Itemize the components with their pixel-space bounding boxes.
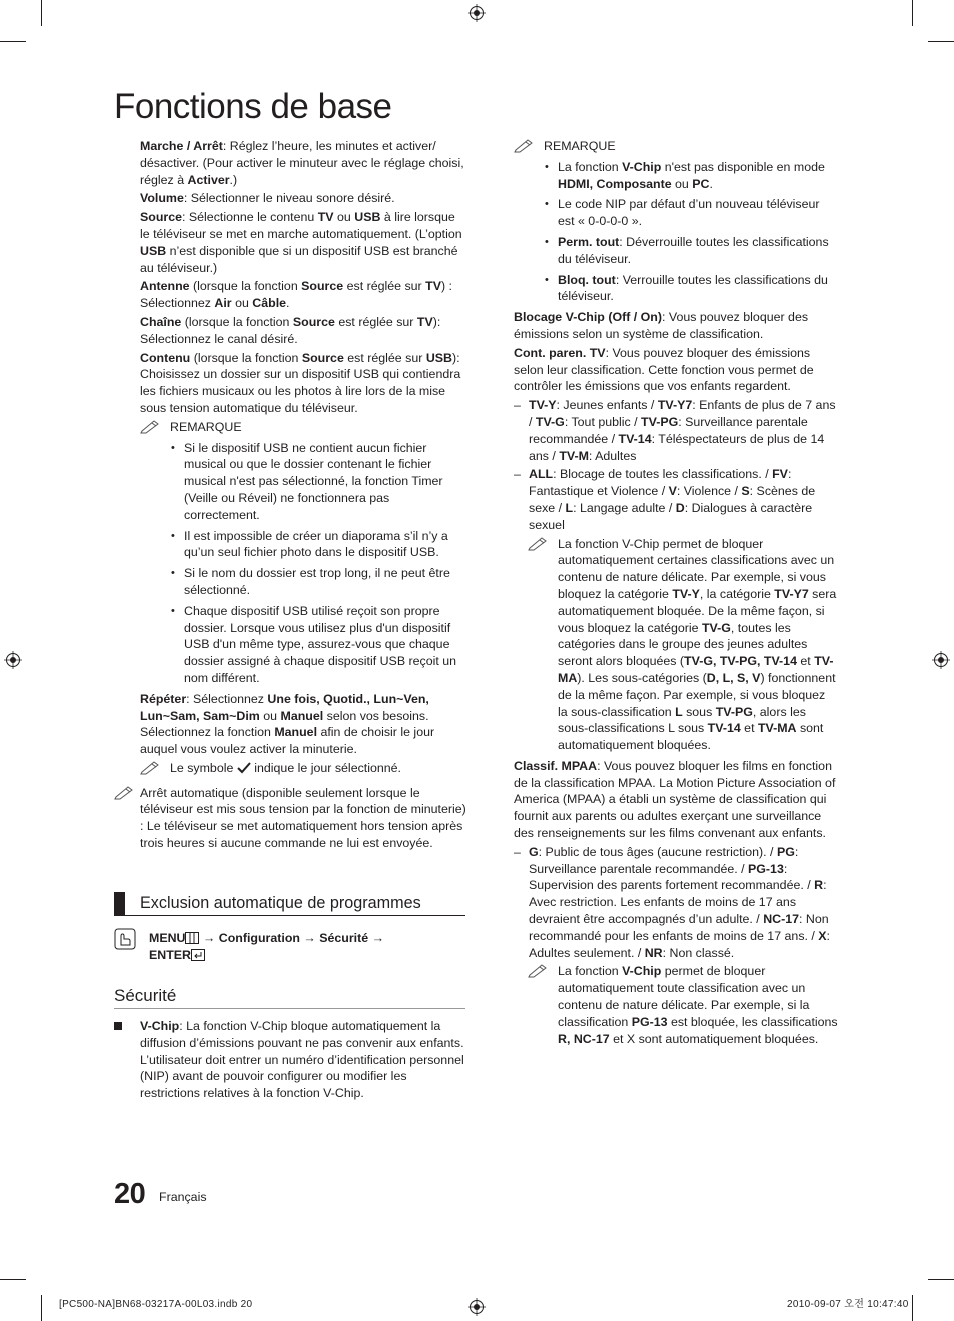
footer-file-info: [PC500-NA]BN68-03217A-00L03.indb 20 xyxy=(59,1299,253,1310)
crop-mark xyxy=(0,1279,26,1280)
mpaa-ratings-list xyxy=(514,844,838,962)
usb-notes-list xyxy=(140,440,466,687)
marche-arret-item: Marche / Arrêt: Réglez l’heure, les minutes et activer/ désactiver. (Pour activer le minuteur avec le réglage choisi, réglez à Activer.) xyxy=(140,139,464,187)
subsection-title: Exclusion automatique de programmes xyxy=(140,894,421,912)
list-item: – ALL: Blocage de toutes les classifications. / FV: Fantastique et Violence / V: Violence / S: Scènes de sexe / L: Langage adulte / D: Dialogues à caractère sexuel xyxy=(514,467,816,532)
contenu-item: Contenu (lorsque la fonction Source est réglée sur USB): Choisissez un dossier sur un dispositif USB qui contiendra les fichiers musicaux ou les photos à lire lors de la mise sous tension automatique du téléviseur. xyxy=(140,350,461,415)
list-item: • Perm. tout: Déverrouille toutes les classifications du téléviseur. xyxy=(545,234,829,266)
mpaa-block-note: La fonction V-Chip permet de bloquer automatiquement toute classification avec un contenu de nature délicate. Par exemple, si la classification PG-13 est bloquée, les classifications R, NC-17 et X sont automatiquement bloquées. xyxy=(514,963,838,1047)
page-number: 20 xyxy=(114,1178,146,1210)
list-item: • Bloq. tout: Verrouille toutes les classifications du téléviseur. xyxy=(545,272,828,304)
language-label: Français xyxy=(159,1190,207,1204)
pencil-note-icon xyxy=(114,784,136,800)
pencil-note-icon xyxy=(514,137,536,153)
list-item: • Le code NIP par défaut d’un nouveau téléviseur est « 0-0-0-0 ». xyxy=(545,197,820,229)
tv-ratings-list xyxy=(514,397,838,533)
repeter-item: Répéter: Sélectionnez Une fois, Quotid., Lun~Ven, Lun~Sam, Sam~Dim ou Manuel selon vos besoins. Sélectionnez la fonction Manuel afin de choisir le jour auquel vous voulez activer la minuterie. xyxy=(140,691,435,757)
list-item: • Si le dispositif USB ne contient aucun fichier musical ou que le dossier contenant le fichier musical n'est pas sélectionné, la fonction Timer (Veille ou Réveil) ne fonctionnera pas correctement. xyxy=(171,440,443,522)
vchip-description: V-Chip: La fonction V-Chip bloque automatiquement la diffusion d’émissions pouvant ne pas convenir aux enfants. L’utilisateur doit entrer un numéro d’identification personnel (NIP) avant de pouvoir configurer ou modifier les restrictions relatives à la fonction V-Chip. xyxy=(114,1018,466,1104)
enter-icon xyxy=(191,949,205,961)
remote-hand-icon xyxy=(114,928,136,950)
pencil-note-icon xyxy=(140,759,162,775)
crop-mark xyxy=(928,41,954,42)
timer-options xyxy=(114,138,466,777)
volume-item: Volume: Sélectionner le niveau sonore désiré. xyxy=(140,191,395,206)
arret-auto-note: Arrêt automatique (disponible seulement lorsque le téléviseur est mis sous tension par la fonction de minuterie) : Le téléviseur se met automatiquement hors tension après trois heures si aucune commande ne lui est envoyée. xyxy=(114,785,466,852)
pencil-note-icon xyxy=(140,418,162,434)
chaine-item: Chaîne (lorsque la fonction Source est réglée sur TV): Sélectionnez le canal désiré. xyxy=(140,314,441,346)
crop-mark xyxy=(912,1295,913,1321)
left-column xyxy=(114,138,466,854)
list-item: • Si le nom du dossier est trop long, il ne peut être sélectionné. xyxy=(171,566,450,597)
registration-mark-icon xyxy=(468,1298,486,1316)
crop-mark xyxy=(928,1279,954,1280)
crop-mark xyxy=(912,0,913,26)
registration-mark-icon xyxy=(4,651,22,669)
crop-mark xyxy=(41,1295,42,1321)
classif-mpaa-item: Classif. MPAA: Vous pouvez bloquer les films en fonction de la classification MPAA. La Motion Picture Association of America (MPAA) a établi un système de classification qui fournit aux parents ou adultes exerçant une surveillance des renseignements sur les films convenant aux enfants. xyxy=(514,758,836,841)
list-item: • Chaque dispositif USB utilisé reçoit son propre dossier. Lorsque vous utilisez plus d'un dispositif USB d'un même type, assurez-vous que chaque dossier assigné à chaque dispositif USB reçoit un nom différent. xyxy=(171,603,457,685)
pencil-note-icon xyxy=(528,962,550,978)
crop-mark xyxy=(0,41,26,42)
vchip-block-note: La fonction V-Chip permet de bloquer automatiquement certaines classifications avec un contenu de nature délicate. Par exemple, si vous bloquez la catégorie TV-Y, la catégorie TV-Y7 sera automatiquement bloquée. De la même façon, si vous bloquez la catégorie TV-G, toutes les catégories dans le groupe des jeunes adultes seront alors bloquées (TV-G, TV-PG, TV-14 et TV-MA). Les sous-catégories (D, L, S, V) fonctionnent de la même façon. Par exemple, si vous bloquez la sous-classification L sous TV-PG, alors les sous-classifications L sous TV-14 et TV-MA sont automatiquement bloquées. xyxy=(514,536,838,754)
footer-timestamp: 2010-09-07 오전 10:47:40 xyxy=(787,1299,909,1310)
cont-paren-item: Cont. paren. TV: Vous pouvez bloquer des émissions selon leur classification. Cette fonction vous permet de contrôler les émissions que vos enfants regardent. xyxy=(514,345,814,394)
remarque-note: REMARQUE xyxy=(140,419,466,436)
symbol-note: Le symbole indique le jour sélectionné. xyxy=(140,760,466,777)
menu-icon xyxy=(185,932,199,944)
heading-bar xyxy=(114,892,125,915)
crop-mark xyxy=(41,0,42,26)
list-item: – TV-Y: Jeunes enfants / TV-Y7: Enfants de plus de 7 ans / TV-G: Tout public / TV-PG: Surveillance parentale recommandée / TV-14: Téléspectateurs de plus de 14 ans / TV-M: Adultes xyxy=(514,398,836,463)
list-item: – G: Public de tous âges (aucune restriction). / PG: Surveillance parentale recommandée. / PG-13: Supervision des parents fortement recommandée. / R: Avec restriction. Les enfants de moins de 17 ans devraient être accompagnés d’un adulte. / NC-17: Non recommandé pour les enfants de moins de 17 ans. / X: Adultes seulement. / NR: Non classé. xyxy=(514,844,830,960)
right-column xyxy=(514,138,838,1049)
blocage-item: Blocage V-Chip (Off / On): Vous pouvez bloquer des émissions selon un système de classification. xyxy=(514,310,809,341)
registration-mark-icon xyxy=(932,651,950,669)
list-item: • La fonction V-Chip n'est pas disponible en mode HDMI, Composante ou PC. xyxy=(545,159,825,191)
pencil-note-icon xyxy=(528,535,550,551)
menu-path: MENU → Configuration → Sécurité → ENTER xyxy=(114,930,466,964)
page-title: Fonctions de base xyxy=(114,87,392,126)
bullet-square-icon xyxy=(114,1022,122,1030)
checkmark-icon xyxy=(237,762,251,774)
vchip-notes-list xyxy=(514,159,838,305)
source-item: Source: Sélectionne le contenu TV ou USB à lire lorsque le téléviseur se met en marche automatiquement. (L’option USB n’est disponible que si un dispositif USB est branché au téléviseur.) xyxy=(140,210,462,275)
registration-mark-icon xyxy=(468,4,486,22)
section-title-securite: Sécurité xyxy=(114,985,465,1009)
subsection-heading xyxy=(114,892,465,916)
list-item: • Il est impossible de créer un diaporama s’il n’y a qu’un seul fichier photo dans le dispositif USB. xyxy=(171,528,448,560)
antenne-item: Antenne (lorsque la fonction Source est réglée sur TV) : Sélectionnez Air ou Câble. xyxy=(140,279,452,311)
remarque-note: REMARQUE xyxy=(514,138,838,155)
